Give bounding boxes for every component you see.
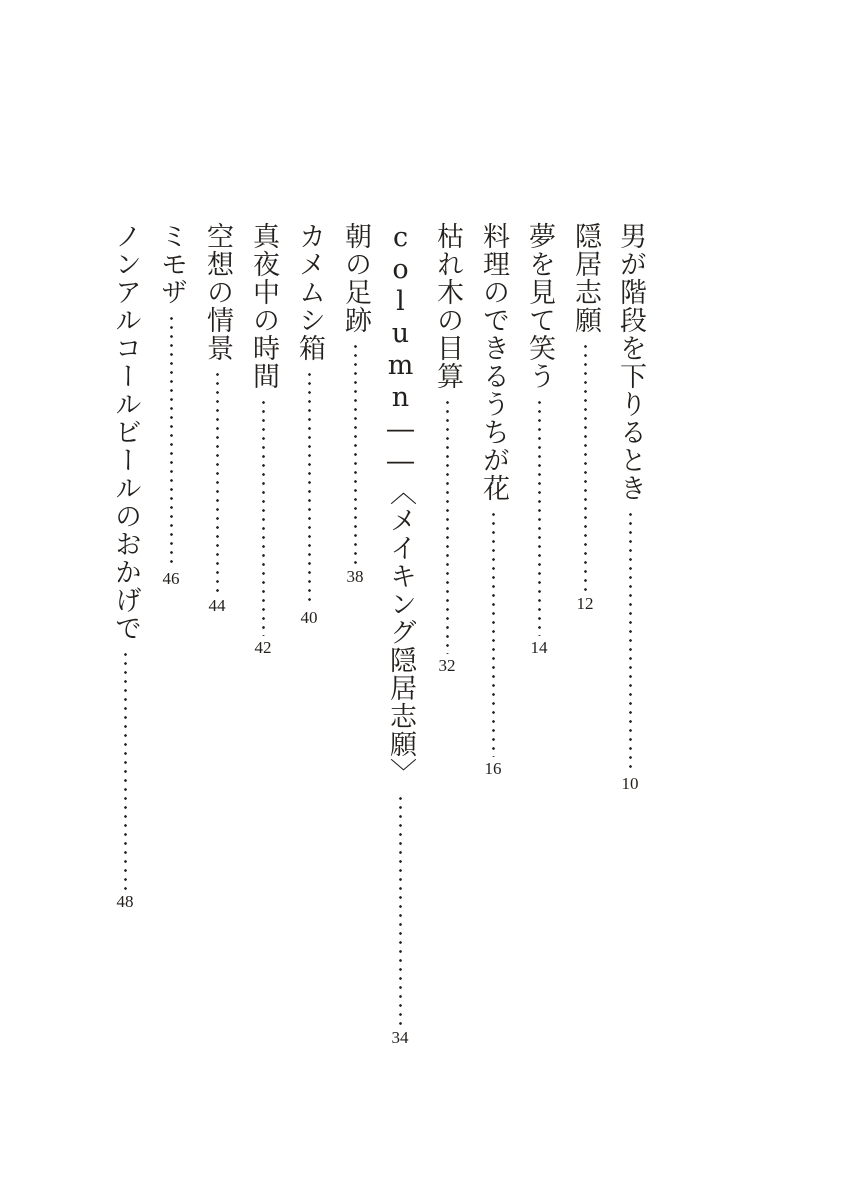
toc-entry-page-number: 44 <box>208 596 226 615</box>
toc-entry <box>568 222 602 614</box>
toc-entry-page-number: 46 <box>162 569 180 588</box>
toc-entry-title: 夢を見て笑う <box>524 222 555 390</box>
toc-entry-title: 隠居志願 <box>570 222 601 334</box>
toc-entry <box>154 222 188 589</box>
toc-entry <box>246 222 280 658</box>
dot-leader <box>354 342 357 565</box>
toc-entry-page-number: 12 <box>576 594 594 613</box>
toc-entry-page-number: 38 <box>346 567 364 586</box>
toc-entry-page-number: 32 <box>438 656 456 675</box>
dot-leader <box>216 370 219 594</box>
toc-entry-page-number: 42 <box>254 638 272 657</box>
toc-entry-title: 枯れ木の目算 <box>432 222 463 390</box>
toc-entry <box>476 222 510 779</box>
dot-leader <box>308 370 311 606</box>
toc-entry <box>292 222 326 628</box>
toc-entry-page-number: 48 <box>116 892 134 911</box>
toc-entry <box>522 222 556 658</box>
toc-entry-title: ミモザ <box>156 222 187 306</box>
dot-leader <box>170 314 173 567</box>
toc-entry-page-number: 14 <box>530 638 548 657</box>
toc-entry-page-number: 40 <box>300 608 318 627</box>
toc-entry-title: ノンアルコールビールのおかげで <box>110 222 141 642</box>
toc-entry <box>613 222 647 794</box>
toc-entry <box>430 222 464 676</box>
dot-leader <box>538 398 541 636</box>
toc-entry <box>338 222 372 587</box>
toc-entry-title: 空想の情景 <box>202 222 233 362</box>
toc-entry-column <box>383 222 417 1048</box>
dot-leader <box>492 510 495 757</box>
toc-entry-title: 料理のできるうちが花 <box>478 222 509 502</box>
dot-leader <box>629 510 632 772</box>
toc-entry <box>108 222 142 912</box>
toc-entry-page-number: 34 <box>391 1028 409 1047</box>
toc-entry-page-number: 10 <box>621 774 639 793</box>
dot-leader <box>584 342 587 592</box>
toc-entry-page-number: 16 <box>484 759 502 778</box>
dot-leader <box>399 794 402 1026</box>
toc-entry-title: 男が階段を下りるとき <box>615 222 646 502</box>
toc-entry-title: column――〈メイキング隠居志願〉 <box>385 222 416 786</box>
toc-entry <box>200 222 234 616</box>
dot-leader <box>262 398 265 636</box>
dot-leader <box>124 650 127 890</box>
toc-entry-title: カメムシ箱 <box>294 222 325 362</box>
toc-entry-title: 真夜中の時間 <box>248 222 279 390</box>
dot-leader <box>446 398 449 654</box>
toc-entry-title: 朝の足跡 <box>340 222 371 334</box>
